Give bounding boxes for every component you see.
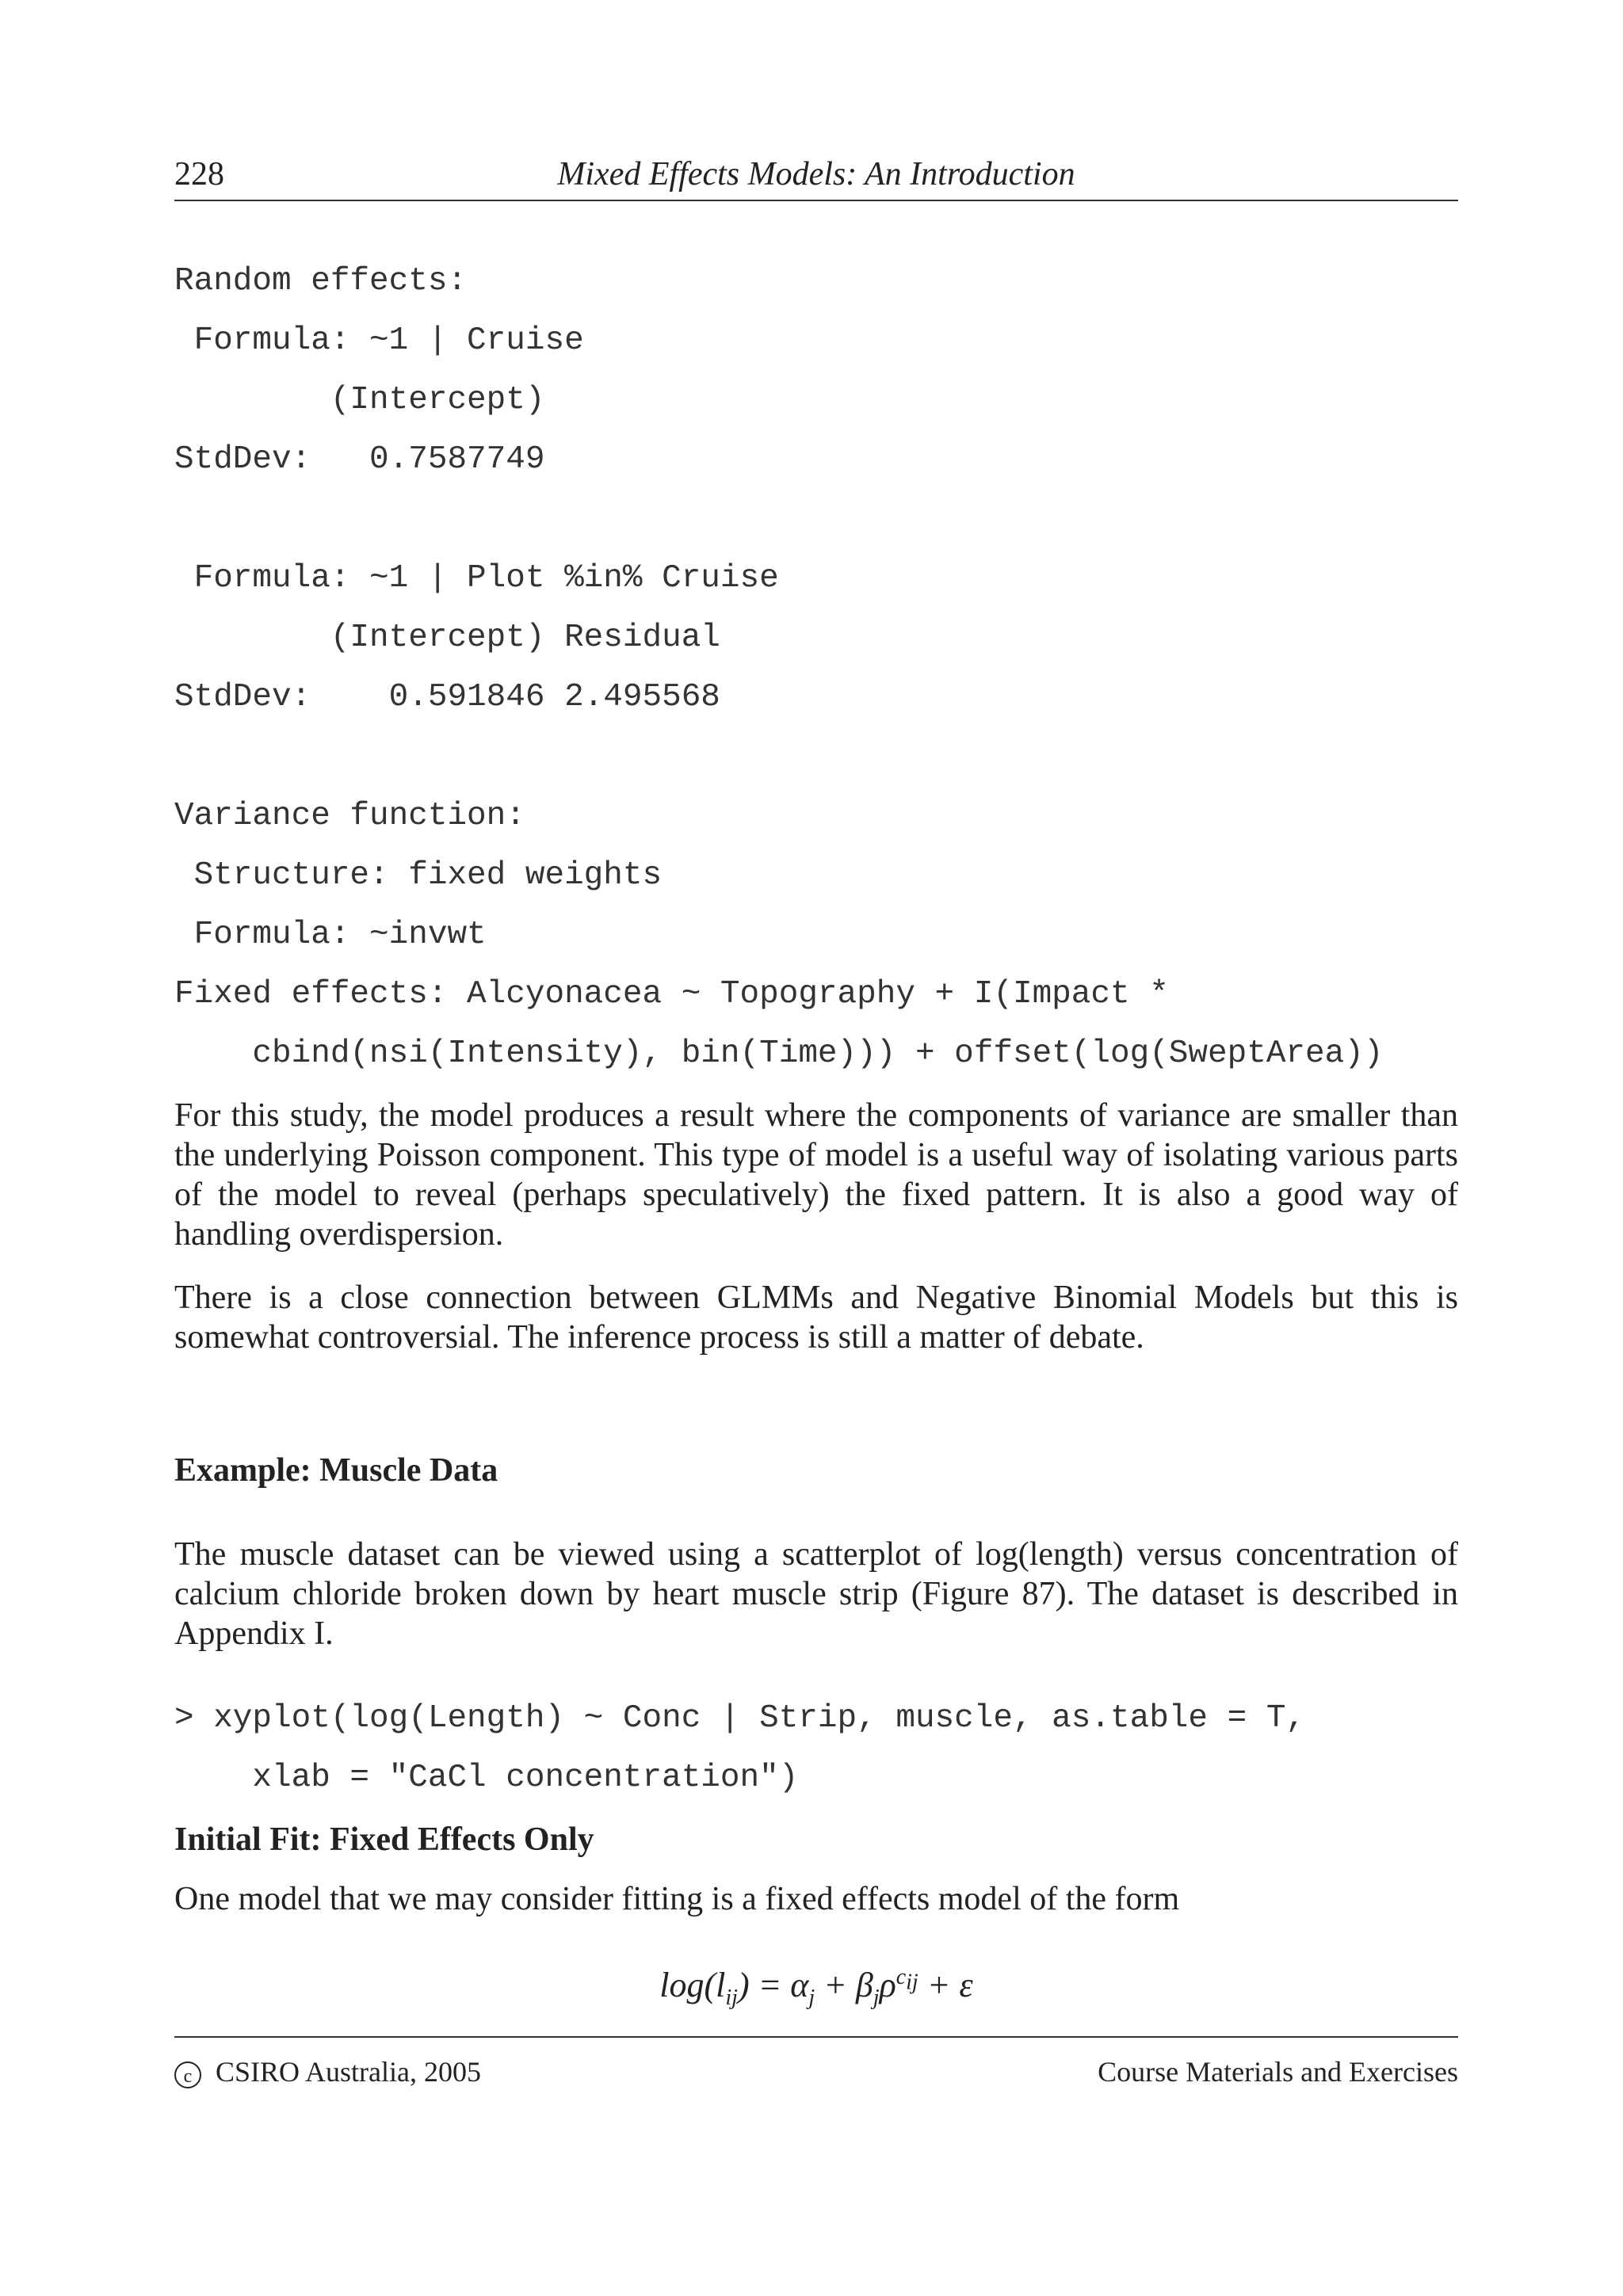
code-line: Fixed effects: Alcyonacea ~ Topography + I(Impact * <box>174 976 1169 1013</box>
equation-part: + ε <box>918 1966 973 2004</box>
running-title: Mixed Effects Models: An Introduction <box>557 156 1075 193</box>
equation-subscript: ij <box>725 1985 738 2010</box>
code-line: (Intercept) <box>174 382 545 418</box>
page-footer <box>174 2036 1458 2088</box>
model-equation <box>174 1965 1458 2011</box>
code-line: cbind(nsi(Intensity), bin(Time))) + offset(log(SweptArea)) <box>174 1035 1384 1072</box>
page-number: 228 <box>174 156 224 193</box>
copyright-icon: c <box>174 2061 201 2088</box>
subsection-heading: Initial Fit: Fixed Effects Only <box>174 1821 594 1858</box>
code-line: StdDev: 0.591846 2.495568 <box>174 679 720 715</box>
equation-subscript: j <box>808 1985 815 2010</box>
footer-left-text: CSIRO Australia, 2005 <box>216 2056 482 2088</box>
paragraph: There is a close connection between GLMMs and Negative Binomial Models but this is somewhat controversial. The inference process is still a matter of debate. <box>174 1280 1458 1356</box>
code-line: Formula: ~1 | Cruise <box>174 322 584 359</box>
code-line: > xyplot(log(Length) ~ Conc | Strip, muscle, as.table = T, <box>174 1700 1306 1737</box>
equation-part: log(l <box>659 1966 726 2004</box>
page-header <box>174 151 1458 201</box>
equation-part: ) = α <box>737 1966 809 2004</box>
code-line: Formula: ~invwt <box>174 917 487 953</box>
equation-subscript: j <box>873 1985 880 2010</box>
footer-right-text: Course Materials and Exercises <box>1098 2056 1458 2088</box>
document-page <box>174 0 1458 2296</box>
code-line: (Intercept) Residual <box>174 620 720 656</box>
equation-part: ρ <box>879 1966 896 2004</box>
code-line: Random effects: <box>174 263 468 299</box>
paragraph: The muscle dataset can be viewed using a scatterplot of log(length) versus concentration of calcium chloride broken down by heart muscle strip (Figure 87). The dataset is described in Appendix I. <box>174 1536 1458 1652</box>
section-heading: Example: Muscle Data <box>174 1452 498 1489</box>
paragraph: One model that we may consider fitting is a fixed effects model of the form <box>174 1881 1180 1917</box>
code-line: Variance function: <box>174 798 525 834</box>
equation-superscript-base: c <box>896 1965 907 1990</box>
equation-superscript-subscript: ij <box>906 1970 918 1995</box>
code-line: StdDev: 0.7587749 <box>174 441 545 478</box>
paragraph: For this study, the model produces a result where the components of variance are smaller than the underlying Poisson component. This type of model is a useful way of isolating various parts of the model to reveal (perhaps speculatively) the fixed pattern. It is also a good way of handling overdispersion. <box>174 1097 1458 1253</box>
code-line: Formula: ~1 | Plot %in% Cruise <box>174 560 779 597</box>
equation-superscript <box>896 1965 918 1995</box>
footer-copyright <box>174 2055 481 2088</box>
code-line: Structure: fixed weights <box>174 857 663 894</box>
code-line: xlab = "CaCl concentration") <box>174 1760 799 1796</box>
equation-part: + β <box>815 1966 873 2004</box>
